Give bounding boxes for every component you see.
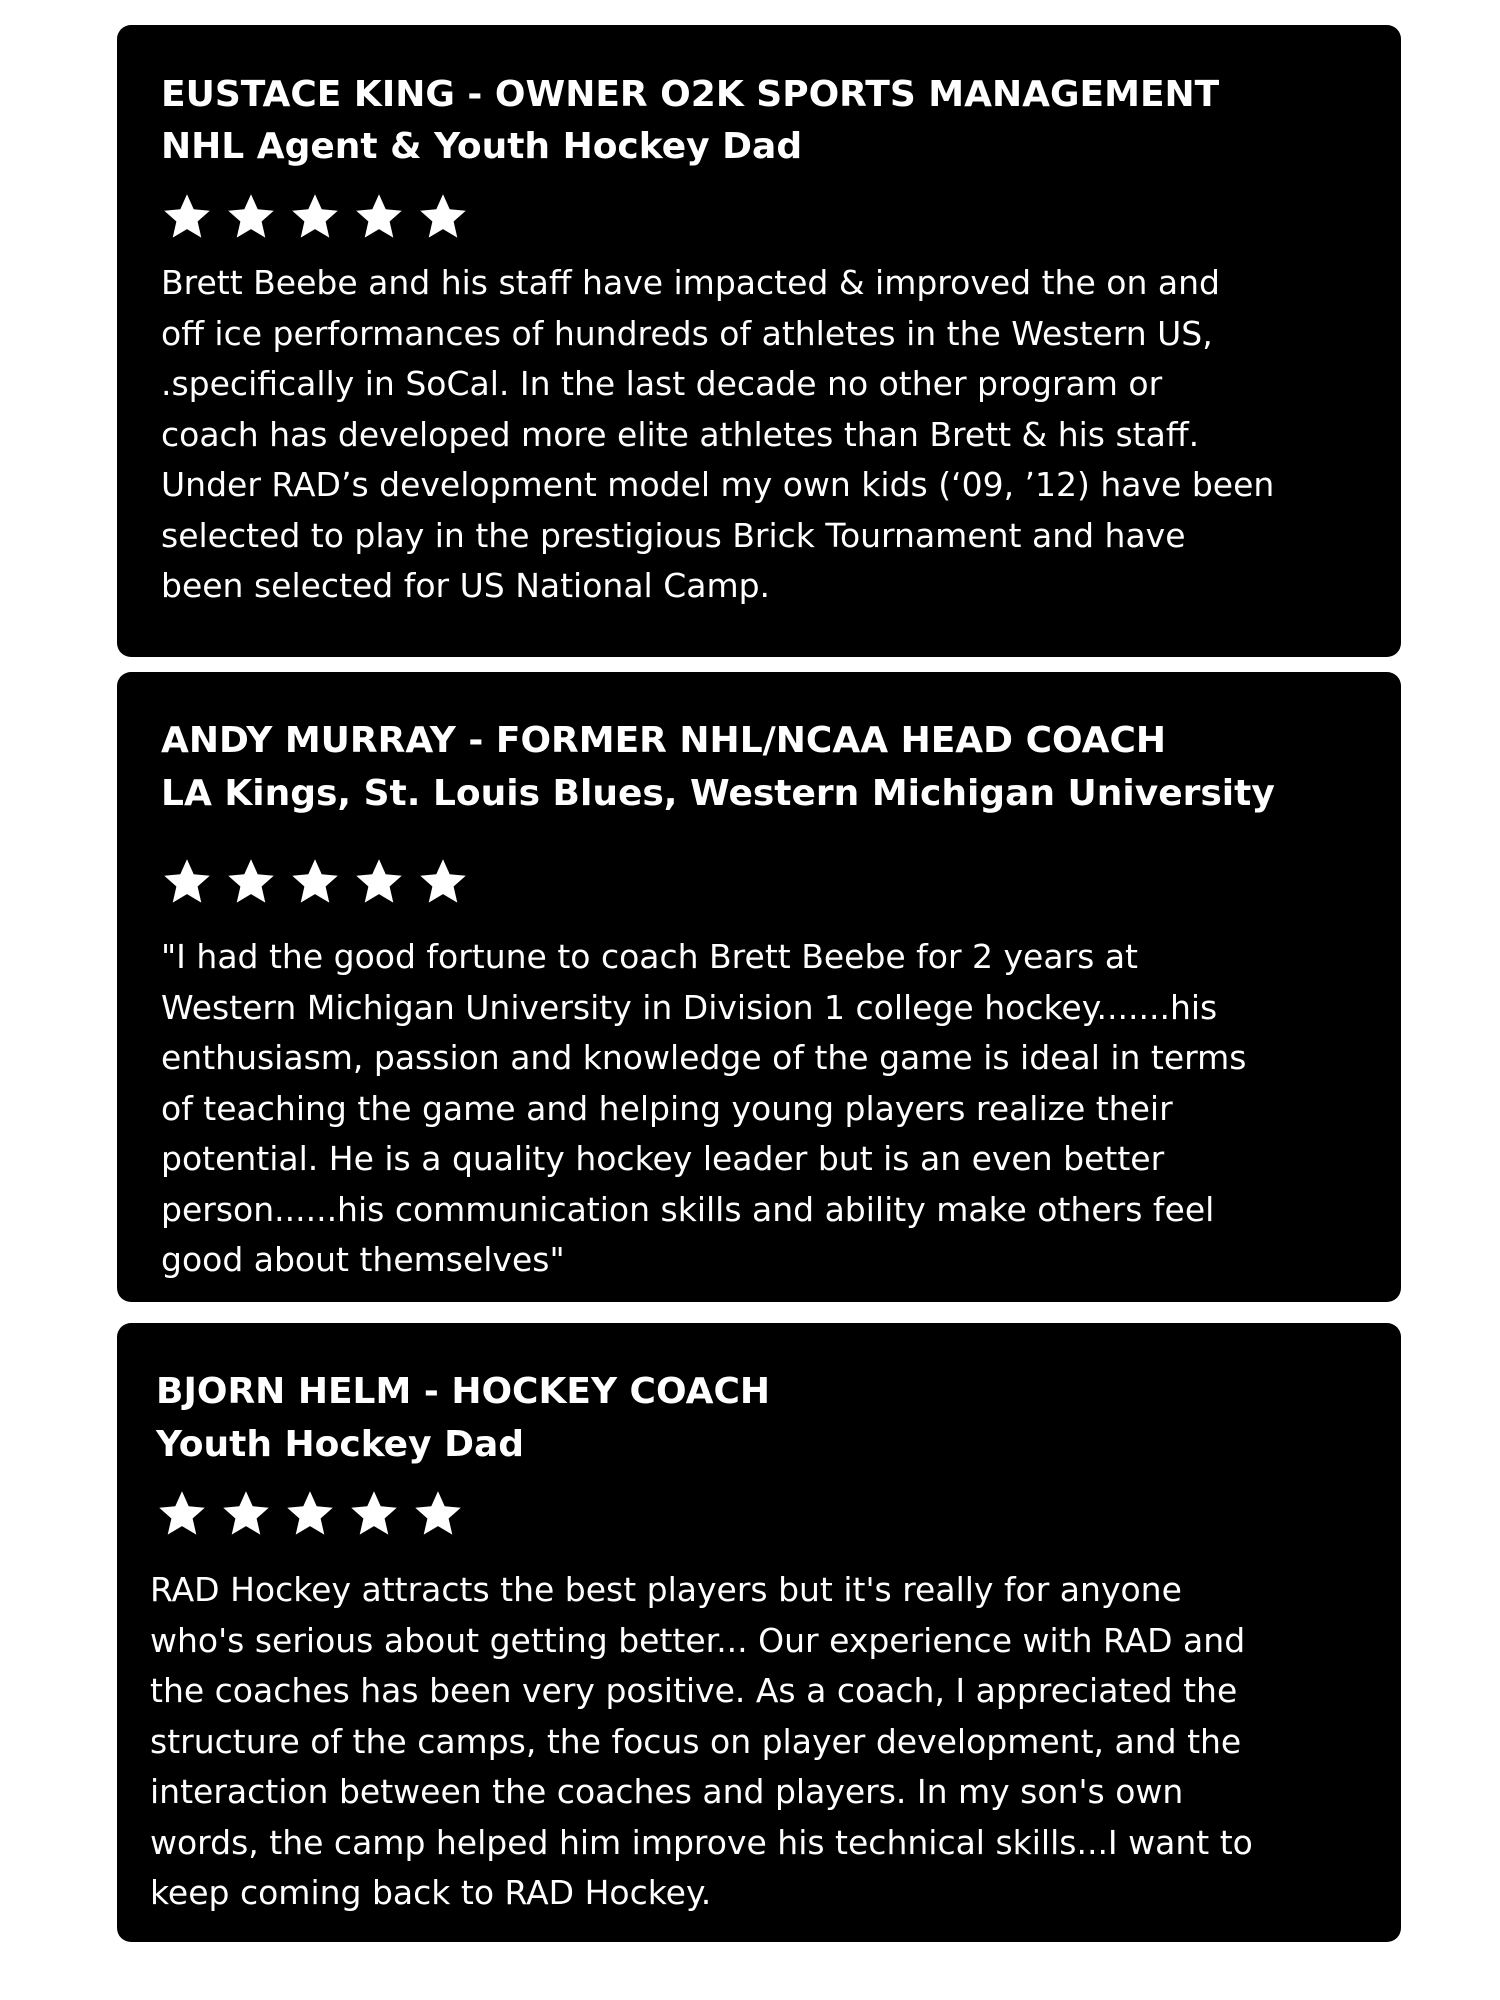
star-icon	[161, 856, 213, 908]
star-icon	[225, 856, 277, 908]
star-icon	[353, 856, 405, 908]
review-card	[117, 25, 1401, 657]
reviewer-name: BJORN HELM - HOCKEY COACH	[156, 1371, 771, 1412]
review-line: coach has developed more elite athletes than Brett & his staff.	[161, 414, 1200, 454]
star-rating	[161, 856, 469, 908]
review-line: Western Michigan University in Division 1 college hockey.......his	[161, 987, 1218, 1027]
review-line: selected to play in the prestigious Brick Tournament and have	[161, 515, 1186, 555]
star-rating	[161, 191, 469, 243]
review-line: off ice performances of hundreds of athletes in the Western US,	[161, 313, 1213, 353]
review-line: Under RAD’s development model my own kids (‘09, ’12) have been	[161, 465, 1275, 504]
review-line: RAD Hockey attracts the best players but it's really for anyone	[150, 1570, 1182, 1609]
review-card	[117, 672, 1401, 1302]
star-icon	[412, 1488, 464, 1540]
star-icon	[220, 1488, 272, 1540]
reviewer-name: EUSTACE KING - OWNER O2K SPORTS MANAGEMENT	[161, 74, 1220, 115]
star-icon	[156, 1488, 208, 1540]
star-icon	[225, 191, 277, 243]
review-card	[117, 1323, 1401, 1942]
reviewer-name: ANDY MURRAY - FORMER NHL/NCAA HEAD COACH	[161, 720, 1167, 761]
review-body	[161, 932, 1376, 1286]
reviewer-subtitle: Youth Hockey Dad	[156, 1424, 525, 1465]
review-line: words, the camp helped him improve his technical skills...I want to	[150, 1822, 1253, 1862]
review-line: interaction between the coaches and players. In my son's own	[150, 1772, 1184, 1811]
review-line: structure of the camps, the focus on player development, and the	[150, 1721, 1242, 1761]
review-line: enthusiasm, passion and knowledge of the game is ideal in terms	[161, 1038, 1247, 1077]
review-line: of teaching the game and helping young players realize their	[161, 1088, 1173, 1128]
review-line: "I had the good fortune to coach Brett Beebe for 2 years at	[161, 937, 1138, 976]
star-icon	[161, 191, 213, 243]
star-icon	[353, 191, 405, 243]
star-rating	[156, 1488, 464, 1540]
star-icon	[348, 1488, 400, 1540]
star-icon	[284, 1488, 336, 1540]
reviewer-subtitle: NHL Agent & Youth Hockey Dad	[161, 126, 803, 167]
review-line: good about themselves"	[161, 1240, 565, 1279]
star-icon	[417, 191, 469, 243]
review-body	[161, 258, 1376, 612]
review-line: the coaches has been very positive. As a coach, I appreciated the	[150, 1671, 1238, 1710]
star-icon	[417, 856, 469, 908]
review-line: potential. He is a quality hockey leader but is an even better	[161, 1139, 1165, 1178]
review-body	[150, 1565, 1365, 1919]
review-line: keep coming back to RAD Hockey.	[150, 1873, 712, 1912]
star-icon	[289, 191, 341, 243]
star-icon	[289, 856, 341, 908]
review-line: Brett Beebe and his staff have impacted & improved the on and	[161, 263, 1220, 302]
reviewer-subtitle: LA Kings, St. Louis Blues, Western Michigan University	[161, 773, 1275, 814]
review-line: .specifically in SoCal. In the last decade no other program or	[161, 364, 1163, 403]
review-line: been selected for US National Camp.	[161, 566, 771, 605]
review-line: person......his communication skills and ability make others feel	[161, 1189, 1215, 1229]
review-line: who's serious about getting better... Our experience with RAD and	[150, 1620, 1246, 1660]
